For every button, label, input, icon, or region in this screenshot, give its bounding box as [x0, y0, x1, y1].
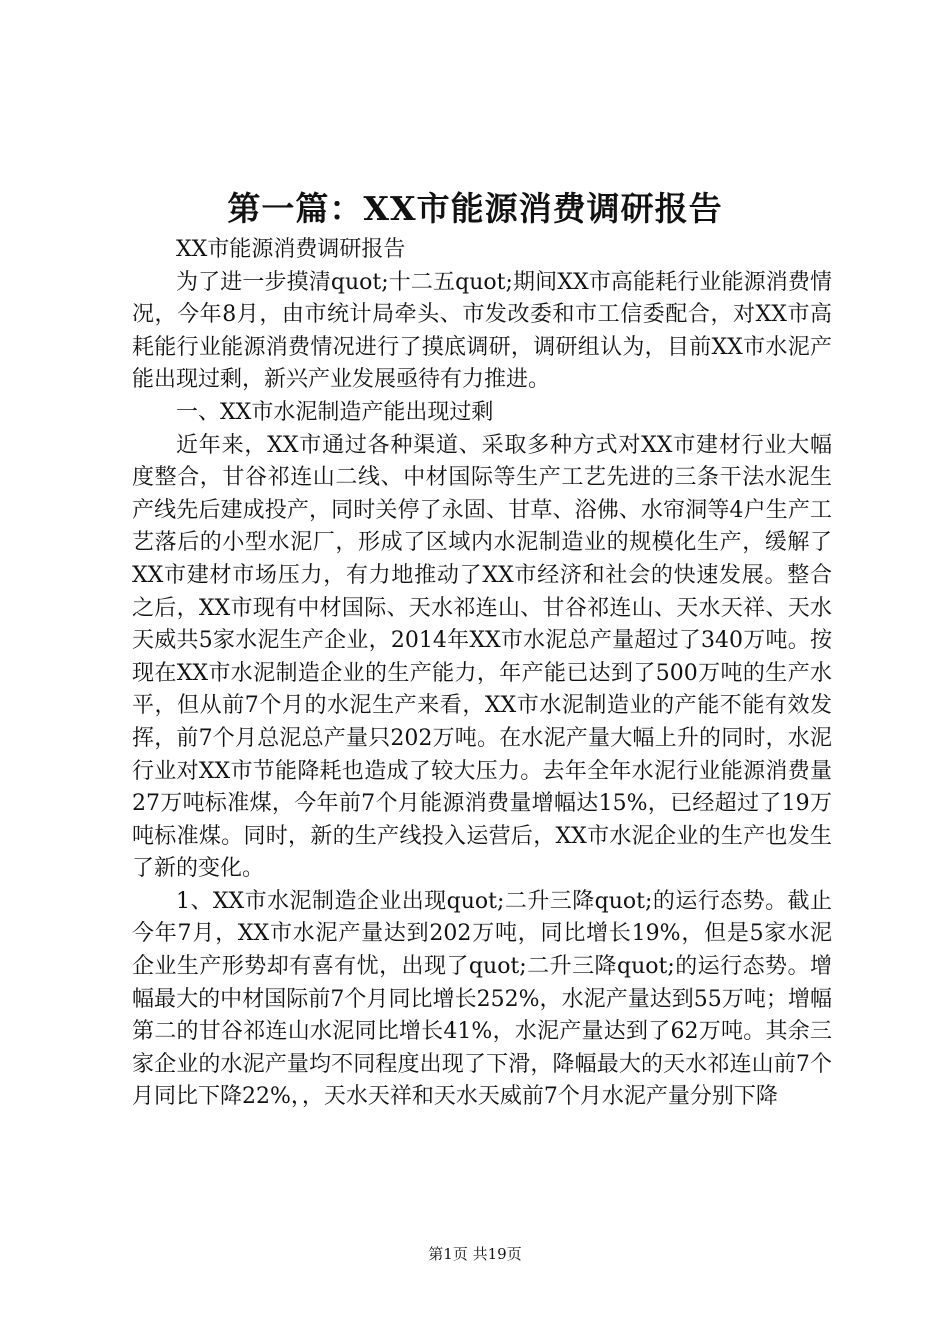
document-title: 第一篇：XX市能源消费调研报告 — [227, 189, 723, 228]
paragraph-overview: 近年来，XX市通过各种渠道、采取多种方式对XX市建材行业大幅度整合，甘谷祁连山二线、中材国际等生产工艺先进的三条干法水泥生产线先后建成投产，同时关停了永固、甘草、浴佛、水帘洞等4户生产工艺落后的小型水泥厂，形成了区域内水泥制造业的规模化生产，缓解了XX市建材市场压力，有力地推动了XX市经济和社会的快速发展。整合之后，XX市现有中材国际、天水祁连山、甘谷祁连山、天水天祥、天水天威共5家水泥生产企业，2014年XX市水泥总产量超过了340万吨。按现在XX市水泥制造企业的生产能力，年产能已达到了500万吨的生产水平，但从前7个月的水泥生产来看，XX市水泥制造业的产能不能有效发挥，前7个月总泥总产量只202万吨。在水泥产量大幅上升的同时，水泥行业对XX市节能降耗也造成了较大压力。去年全年水泥行业能源消费量27万吨标准煤，今年前7个月能源消费量增幅达15%，已经超过了19万吨标准煤。同时，新的生产线投入运营后，XX市水泥企业的生产也发生了新的变化。 — [132, 432, 832, 882]
page-footer: 第1页 共19页 — [428, 1245, 522, 1263]
section-heading: 一、XX市水泥制造产能出现过剩 — [176, 399, 494, 425]
paragraph-intro: 为了进一步摸清quot;十二五quot;期间XX市高能耗行业能源消费情况，今年8月，由市统计局牵头、市发改委和市工信委配合，对XX市高耗能行业能源消费情况进行了摸底调研，调研组认为，目前XX市水泥产能出现过剩，新兴产业发展亟待有力推进。 — [132, 269, 832, 393]
paragraph-subtitle: XX市能源消费调研报告 — [176, 237, 406, 262]
paragraph-point-1: 1、XX市水泥制造企业出现quot;二升三降quot;的运行态势。截止今年7月，XX市水泥产量达到202万吨，同比增长19%，但是5家水泥企业生产形势却有喜有忧，出现了quot;二升三降quot;的运行态势。增幅最大的中材国际前7个月同比增长252%，水泥产量达到55万吨；增幅第二的甘谷祁连山水泥同比增长41%，水泥产量达到了62万吨。其余三家企业的水泥产量均不同程度出现了下滑，降幅最大的天水祁连山前7个月同比下降22%，，天水天祥和天水天威前7个月水泥产量分别下降 — [132, 888, 832, 1110]
document-body — [132, 234, 832, 1114]
